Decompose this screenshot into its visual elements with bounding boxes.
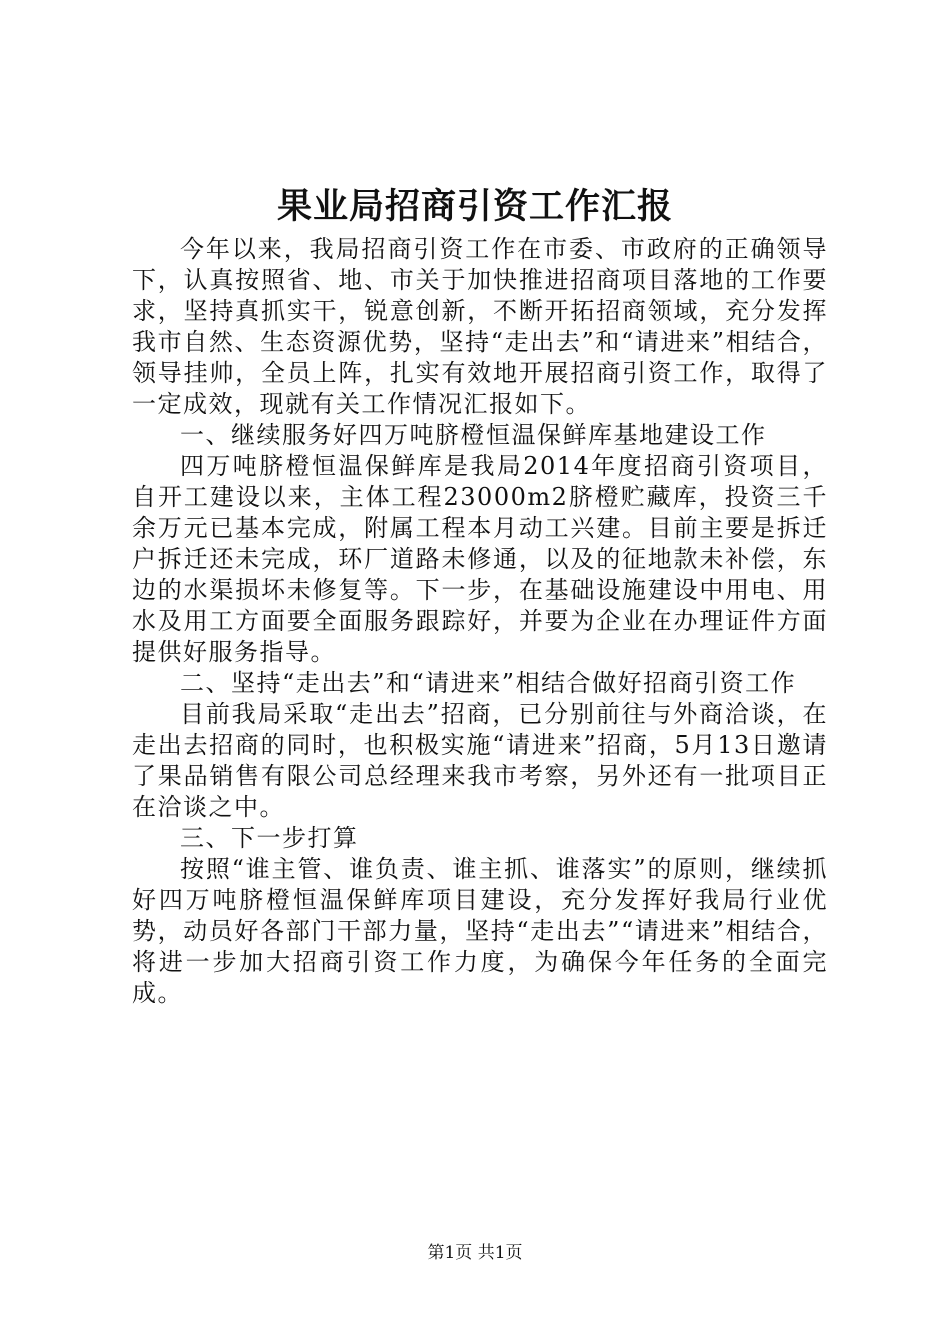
page-number-footer: 第1页 共1页 (427, 1243, 523, 1263)
section-1-heading: 一、继续服务好四万吨脐橙恒温保鲜库基地建设工作 (180, 421, 767, 449)
section-1-body: 四万吨脐橙恒温保鲜库是我局2014年度招商引资项目，自开工建设以来，主体工程23000m2脐橙贮藏库，投资三千余万元已基本完成，附属工程本月动工兴建。目前主要是拆迁户拆迁还未完成，环厂道路未修通，以及的征地款未补偿，东边的水渠损坏未修复等。下一步，在基础设施建设中用电、用水及用工方面要全面服务跟踪好，并要为企业在办理证件方面提供好服务指导。 (132, 452, 828, 666)
document-title: 果业局招商引资工作汇报 (276, 186, 673, 227)
section-2-heading: 二、坚持“走出去”和“请进来”相结合做好招商引资工作 (180, 669, 797, 697)
section-3-body: 按照“谁主管、谁负责、谁主抓、谁落实”的原则，继续抓好四万吨脐橙恒温保鲜库项目建设，充分发挥好我局行业优势，动员好各部门干部力量，坚持“走出去”“请进来”相结合，将进一步加大招商引资工作力度，为确保今年任务的全面完成。 (132, 855, 828, 1007)
intro-paragraph: 今年以来，我局招商引资工作在市委、市政府的正确领导下，认真按照省、地、市关于加快推进招商项目落地的工作要求，坚持真抓实干，锐意创新，不断开拓招商领域，充分发挥我市自然、生态资源优势，坚持“走出去”和“请进来”相结合，领导挂帅，全员上阵，扎实有效地开展招商引资工作，取得了一定成效，现就有关工作情况汇报如下。 (132, 235, 828, 418)
document-body (132, 234, 828, 1009)
section-3-heading: 三、下一步打算 (180, 824, 359, 852)
section-2-body: 目前我局采取“走出去”招商，已分别前往与外商洽谈，在走出去招商的同时，也积极实施“请进来”招商，5月13日邀请了果品销售有限公司总经理来我市考察，另外还有一批项目正在洽谈之中。 (132, 700, 828, 821)
